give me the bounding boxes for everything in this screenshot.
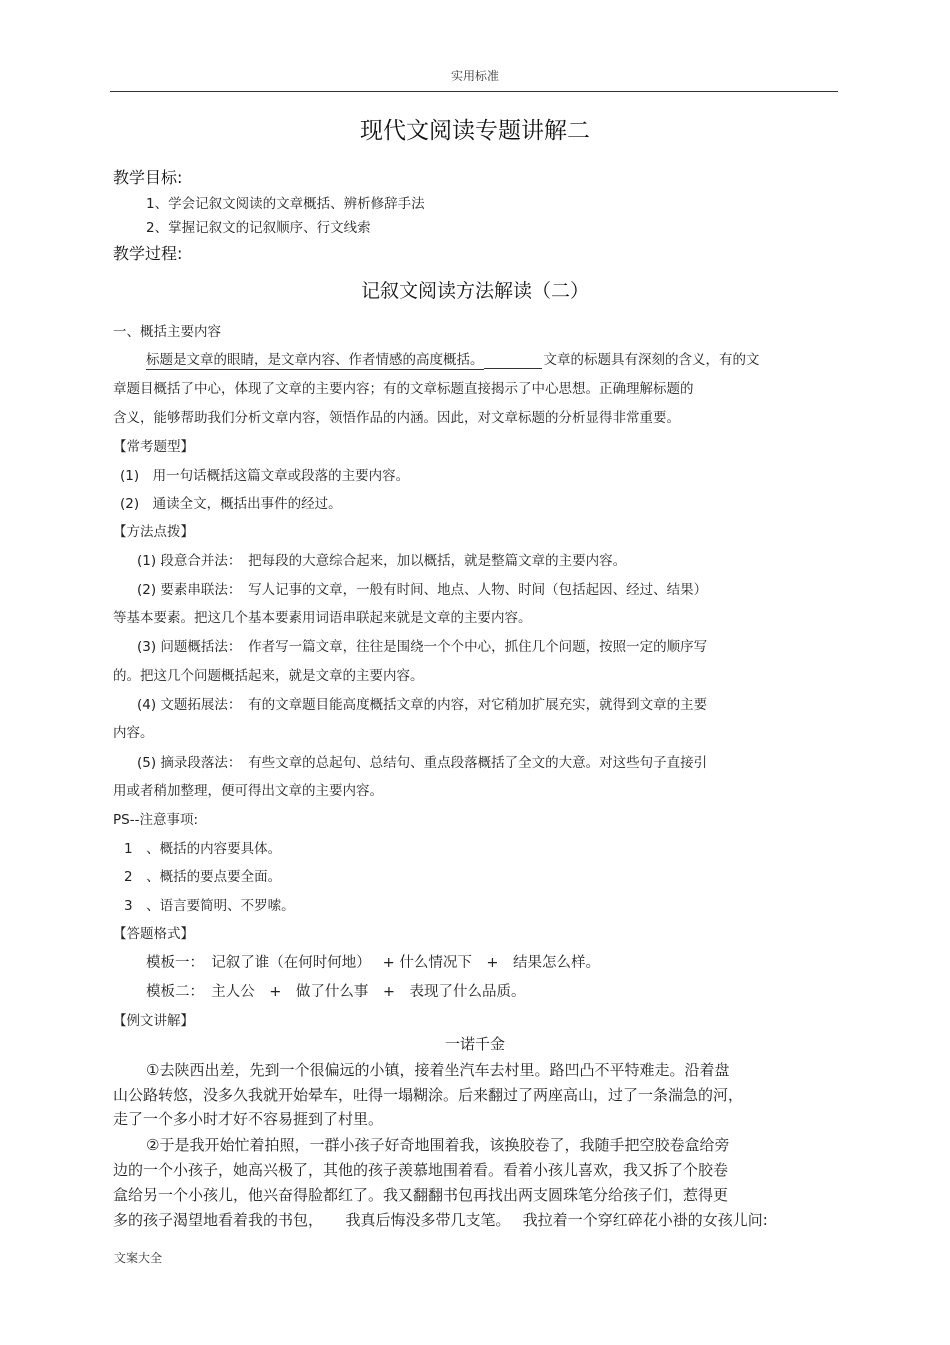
method-2-line-2: 等基本要素。把这几个基本要素用词语串联起来就是文章的主要内容。 bbox=[113, 610, 532, 626]
intro-line-1-rest: 文章的标题具有深刻的含义，有的文 bbox=[543, 352, 760, 368]
intro-underlined-text: 标题是文章的眼睛，是文章内容、作者情感的高度概括。 bbox=[146, 352, 484, 368]
process-heading: 教学过程: bbox=[113, 244, 183, 263]
section-subtitle: 记叙文阅读方法解读（二） bbox=[360, 280, 589, 302]
note-2: 2 、概括的要点要全面。 bbox=[124, 869, 282, 885]
page-header: 实用标准 bbox=[450, 69, 499, 83]
type-1: (1) 用一句话概括这篇文章或段落的主要内容。 bbox=[120, 468, 410, 484]
type-2: (2) 通读全文，概括出事件的经过。 bbox=[120, 496, 342, 512]
method-4-line-1: (4) 文题拓展法： 有的文章题目能高度概括文章的内容，对它稍加扩展充实，就得到文章的主要 bbox=[137, 697, 708, 713]
method-5-line-1: (5) 摘录段落法： 有些文章的总起句、总结句、重点段落概括了全文的大意。对这些句子直接引 bbox=[137, 755, 708, 771]
method-1: (1) 段意合并法： 把每段的大意综合起来，加以概括，就是整篇文章的主要内容。 bbox=[137, 553, 627, 569]
header-rule bbox=[110, 91, 838, 92]
types-heading: 【常考题型】 bbox=[113, 439, 194, 455]
document-title: 现代文阅读专题讲解二 bbox=[360, 118, 590, 144]
goal-1: 1、学会记叙文阅读的文章概括、辨析修辞手法 bbox=[146, 196, 425, 212]
goal-2: 2、掌握记叙文的记叙顺序、行文线索 bbox=[146, 220, 371, 236]
methods-heading: 【方法点拨】 bbox=[113, 524, 194, 540]
method-4-line-2: 内容。 bbox=[113, 725, 154, 741]
essay-p2-line-1: ②于是我开始忙着拍照，一群小孩子好奇地围着我，该换胶卷了，我随手把空胶卷盒给旁 bbox=[146, 1136, 730, 1154]
intro-line-1 bbox=[146, 348, 760, 369]
essay-p1-line-3: 走了一个多小时才好不容易捱到了村里。 bbox=[113, 1110, 384, 1128]
template-1: 模板一： 记叙了谁（在何时何地） + 什么情况下 + 结果怎么样。 bbox=[146, 955, 601, 971]
page-footer: 文案大全 bbox=[114, 1251, 163, 1265]
template-2: 模板二： 主人公 + 做了什么事 + 表现了什么品质。 bbox=[146, 984, 526, 1000]
goals-heading: 教学目标: bbox=[113, 168, 183, 187]
essay-p1-line-1: ①去陕西出差，先到一个很偏远的小镇，接着坐汽车去村里。路凹凸不平特难走。沿着盘 bbox=[146, 1061, 730, 1079]
blank-line bbox=[484, 354, 542, 369]
note-1: 1 、概括的内容要具体。 bbox=[124, 841, 282, 857]
essay-title: 一诺千金 bbox=[444, 1035, 505, 1053]
essay-p1-line-2: 山公路转悠，没多久我就开始晕车，吐得一塌糊涂。后来翻过了两座高山，过了一条湍急的河， bbox=[113, 1086, 744, 1104]
essay-p2-line-4: 多的孩子渴望地看着我的书包， 我真后悔没多带几支笔。 我拉着一个穿红碎花小褂的女孩儿问: bbox=[113, 1211, 768, 1229]
intro-line-3: 含义，能够帮助我们分析文章内容，领悟作品的内涵。因此，对文章标题的分析显得非常重要。 bbox=[113, 410, 680, 426]
section-heading-1: 一、概括主要内容 bbox=[113, 324, 221, 340]
ps-heading: PS--注意事项: bbox=[113, 812, 199, 828]
method-2-line-1: (2) 要素串联法： 写人记事的文章，一般有时间、地点、人物、时间（包括起因、经过、结果） bbox=[137, 582, 708, 598]
note-3: 3 、语言要简明、不罗嗦。 bbox=[124, 898, 295, 914]
format-heading: 【答题格式】 bbox=[113, 926, 194, 942]
method-3-line-1: (3) 问题概括法： 作者写一篇文章，往往是围绕一个个中心，抓住几个问题，按照一定的顺序写 bbox=[137, 639, 708, 655]
intro-line-2: 章题目概括了中心，体现了文章的主要内容；有的文章标题直接揭示了中心思想。正确理解标题的 bbox=[113, 381, 694, 397]
example-heading: 【例文讲解】 bbox=[113, 1013, 194, 1029]
essay-p2-line-3: 盒给另一个小孩儿，他兴奋得脸都红了。我又翻翻书包再找出两支圆珠笔分给孩子们，惹得更 bbox=[113, 1186, 729, 1204]
method-5-line-2: 用或者稍加整理，便可得出文章的主要内容。 bbox=[113, 783, 383, 799]
method-3-line-2: 的。把这几个问题概括起来，就是文章的主要内容。 bbox=[113, 668, 424, 684]
essay-p2-line-2: 边的一个小孩子，她高兴极了，其他的孩子羡慕地围着看。看着小孩儿喜欢，我又拆了个胶卷 bbox=[113, 1161, 729, 1179]
